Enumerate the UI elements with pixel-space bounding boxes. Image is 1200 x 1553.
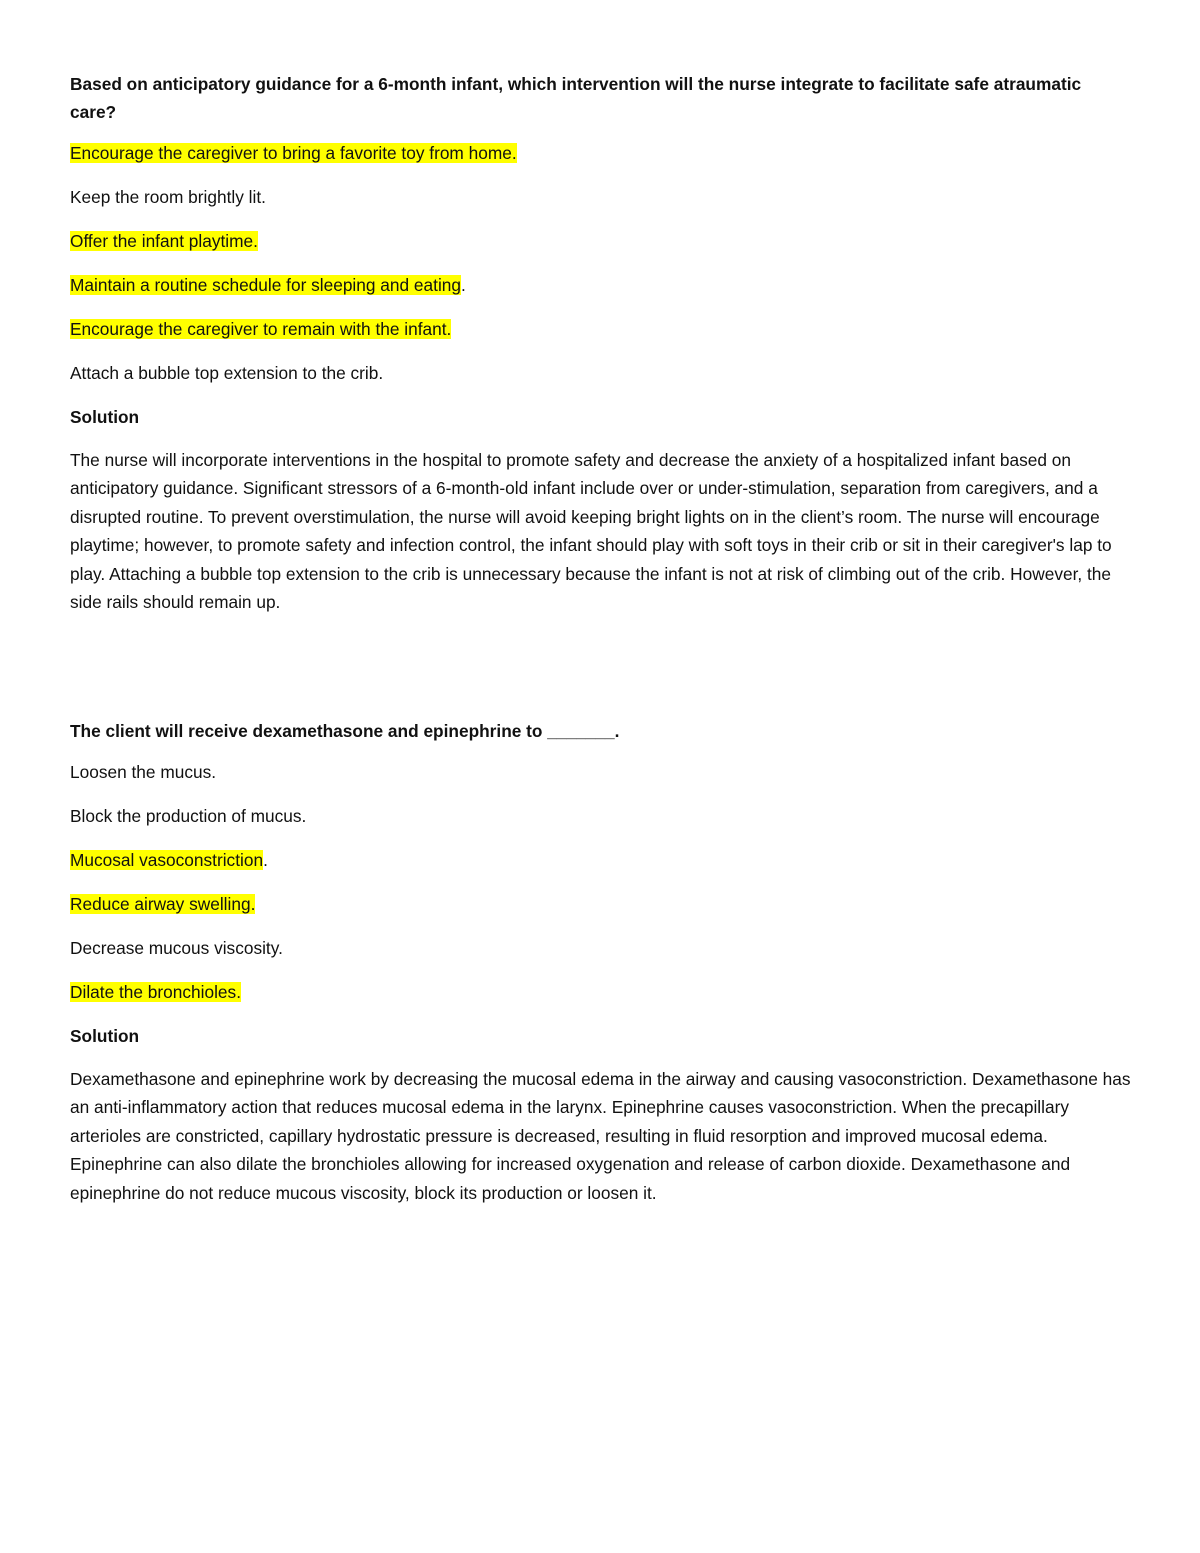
q1-option-2 [70,183,1132,212]
q2-option-3 [70,846,1132,875]
q2-solution-text: Dexamethasone and epinephrine work by decreasing the mucosal edema in the airway and causing vasoconstriction. Dexamethasone has an anti-inflammatory action that reduces mucosal edema in the larynx. Epinephrine causes vasoconstriction. When the precapillary arterioles are constricted, capillary hydrostatic pressure is decreased, resulting in fluid resorption and improved mucosal edema. Epinephrine can also dilate the bronchioles allowing for increased oxygenation and release of carbon dioxide. Dexamethasone and epinephrine do not reduce mucous viscosity, block its production or loosen it. [70,1068,1131,1203]
q1-option-1 [70,139,1132,168]
q2-option-1-text: Loosen the mucus. [70,762,217,783]
q1-option-3 [70,227,1132,256]
q2-option-5-text: Decrease mucous viscosity. [70,938,283,959]
q1-option-2-text: Keep the room brightly lit. [70,187,266,207]
q2-solution-heading: Solution [70,1026,140,1047]
question-block-2 [70,717,1132,1207]
q1-solution-heading: Solution [70,407,140,427]
q1-solution-text: The nurse will incorporate interventions in the hospital to promote safety and decrease the anxiety of a hospitalized infant based on anticipatory guidance. Significant stressors of a 6-month-old infant include over or under-stimulation, separation from caregivers, and a disrupted routine. To prevent overstimulation, the nurse will avoid keeping bright lights on in the client’s room. The nurse will encourage playtime; however, to promote safety and infection control, the infant should play with soft toys in their crib or sit in their caregiver's lap to play. Attaching a bubble top extension to the crib is unnecessary because the infant is not at risk of climbing out of the crib. However, the side rails should remain up. [70,449,1112,613]
question-1-text: Based on anticipatory guidance for a 6-month infant, which intervention will the nurse integrate to facilitate safe atraumatic care? [70,74,1082,122]
q1-option-6 [70,359,1132,388]
q1-option-5 [70,315,1132,344]
q2-option-4 [70,890,1132,919]
q1-option-4-trail: . [461,275,466,295]
q1-option-5-text: Encourage the caregiver to remain with the infant. [70,319,452,339]
q1-option-3-text: Offer the infant playtime. [70,231,258,251]
q2-option-2-text: Block the production of mucus. [70,806,307,827]
q2-option-1 [70,758,1132,787]
q2-option-2 [70,802,1132,831]
question-2-text: The client will receive dexamethasone and epinephrine to _______. [70,721,620,742]
q2-option-3-text: Mucosal vasoconstriction [70,850,264,871]
q2-option-4-text: Reduce airway swelling. [70,894,256,915]
q1-option-4-text: Maintain a routine schedule for sleeping and eating [70,275,462,295]
document-page [70,70,1132,1208]
q1-option-4 [70,271,1132,300]
question-block-1 [70,70,1132,617]
q2-option-5 [70,934,1132,963]
q2-option-3-trail: . [263,850,268,871]
q2-option-6 [70,978,1132,1007]
q1-option-6-text: Attach a bubble top extension to the crib. [70,363,384,383]
q1-option-1-text: Encourage the caregiver to bring a favorite toy from home. [70,143,517,163]
q2-option-6-text: Dilate the bronchioles. [70,982,241,1003]
section-spacer [70,617,1132,717]
